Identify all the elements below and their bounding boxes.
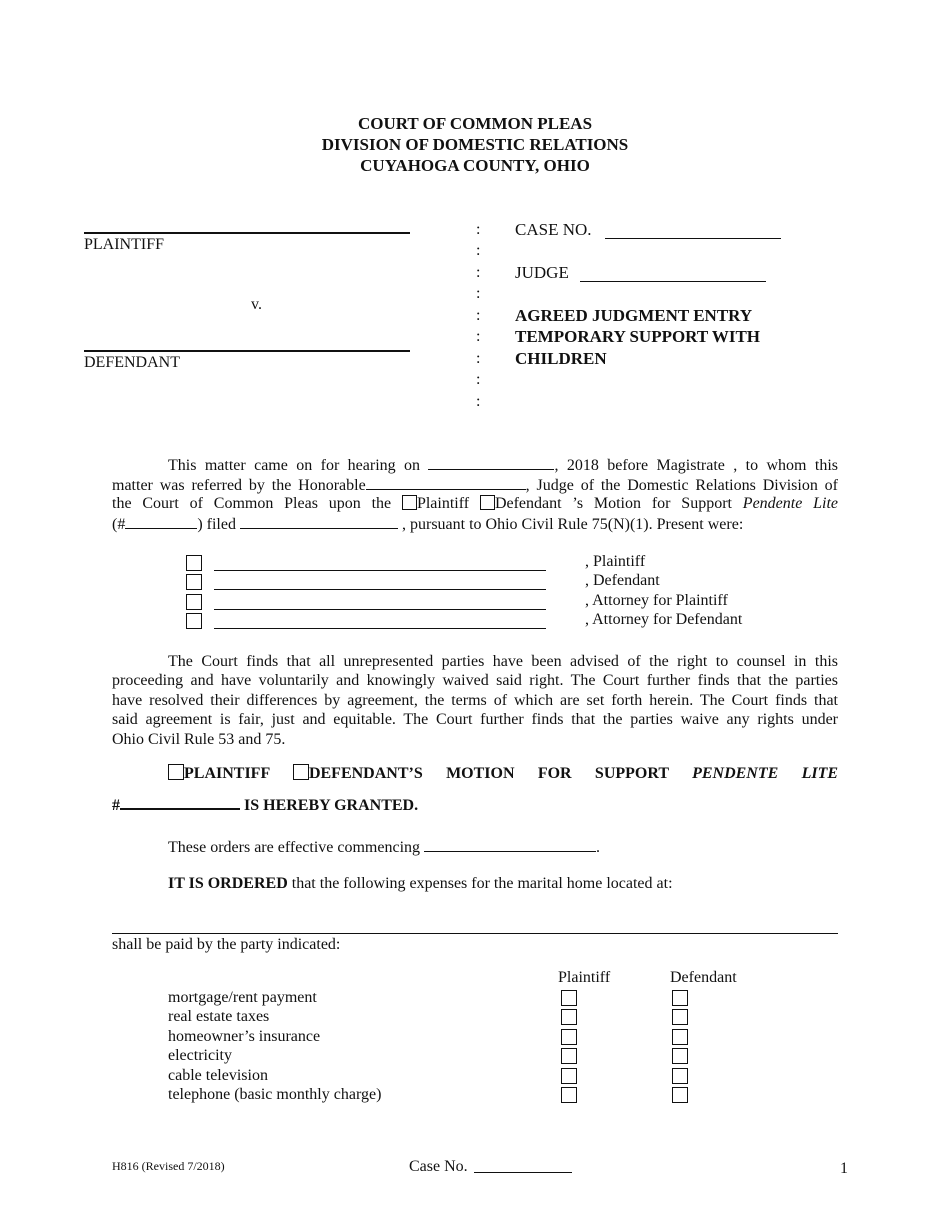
plaintiff-name-line[interactable] bbox=[84, 232, 410, 234]
motion-text: SUPPORT bbox=[594, 765, 669, 782]
division-name: DIVISION OF DOMESTIC RELATIONS bbox=[321, 135, 629, 154]
findings-text: have resolved their differences by agreement, the terms of which are set forth herein. The Court finds that bbox=[112, 692, 838, 709]
present-defendant-checkbox[interactable] bbox=[186, 574, 202, 590]
expense-plaintiff-checkbox[interactable] bbox=[561, 990, 577, 1006]
intro-text: ) filed bbox=[197, 516, 236, 533]
pendente-lite-text: Pendente Lite bbox=[742, 495, 839, 512]
caption-colon: : bbox=[476, 371, 481, 388]
present-name-field[interactable] bbox=[214, 609, 546, 610]
present-attorney-defendant-checkbox[interactable] bbox=[186, 613, 202, 629]
caption-colon: : bbox=[476, 285, 481, 302]
column-header-defendant: Defendant bbox=[670, 969, 737, 986]
caption-colon: : bbox=[476, 350, 481, 367]
defendant-name-line[interactable] bbox=[84, 350, 410, 352]
present-attorney-plaintiff-checkbox[interactable] bbox=[186, 594, 202, 610]
intro-text: , 2018 before Magistrate , to whom this bbox=[554, 457, 839, 474]
caption-colon: : bbox=[476, 307, 481, 324]
findings-line bbox=[112, 652, 838, 672]
expense-plaintiff-checkbox[interactable] bbox=[561, 1029, 577, 1045]
effective-line bbox=[168, 837, 600, 857]
effective-text: . bbox=[596, 839, 601, 856]
present-role: , Attorney for Plaintiff bbox=[585, 592, 728, 609]
motion-granted-line bbox=[112, 794, 838, 816]
expense-defendant-checkbox[interactable] bbox=[672, 1048, 688, 1064]
motion-text: PLAINTIFF bbox=[184, 765, 270, 782]
present-role: , Plaintiff bbox=[585, 553, 646, 570]
expense-defendant-checkbox[interactable] bbox=[672, 1029, 688, 1045]
footer-case-no-label: Case No. bbox=[409, 1158, 468, 1175]
filed-date-field[interactable] bbox=[240, 514, 398, 529]
expense-item: mortgage/rent payment bbox=[168, 989, 317, 1006]
ordered-line bbox=[168, 875, 673, 893]
caption-colon: : bbox=[476, 264, 481, 281]
paid-by-text: shall be paid by the party indicated: bbox=[112, 936, 341, 953]
motion-number-field[interactable] bbox=[120, 794, 240, 810]
expense-defendant-checkbox[interactable] bbox=[672, 1009, 688, 1025]
defendant-label: DEFENDANT bbox=[84, 354, 180, 371]
intro-text: (# bbox=[112, 516, 126, 533]
case-no-field[interactable] bbox=[605, 238, 781, 239]
findings-line bbox=[112, 710, 838, 730]
expense-plaintiff-checkbox[interactable] bbox=[561, 1087, 577, 1103]
column-header-plaintiff: Plaintiff bbox=[558, 969, 611, 986]
motion-text: PENDENTE bbox=[692, 765, 779, 782]
entry-title: CHILDREN bbox=[515, 349, 607, 368]
expense-plaintiff-checkbox[interactable] bbox=[561, 1048, 577, 1064]
expense-defendant-checkbox[interactable] bbox=[672, 1068, 688, 1084]
hearing-date-field[interactable] bbox=[428, 455, 554, 470]
expense-item: homeowner’s insurance bbox=[168, 1028, 321, 1045]
effective-text: These orders are effective commencing bbox=[168, 839, 421, 856]
findings-text: The Court finds that all unrepresented parties have been advised of the right to counsel in this bbox=[168, 653, 838, 670]
caption-colon: : bbox=[476, 328, 481, 345]
motion-line bbox=[168, 764, 838, 784]
motion-plaintiff-checkbox[interactable] bbox=[168, 764, 184, 780]
expense-defendant-checkbox[interactable] bbox=[672, 990, 688, 1006]
findings-text: Ohio Civil Rule 53 and 75. bbox=[112, 731, 286, 748]
judge-field[interactable] bbox=[580, 281, 766, 282]
intro-text: the Court of Common Pleas upon the bbox=[112, 495, 392, 512]
footer-case-no-field[interactable] bbox=[474, 1172, 572, 1173]
intro-line-4 bbox=[112, 514, 838, 535]
judge-label: JUDGE bbox=[515, 263, 569, 282]
motion-text: FOR bbox=[537, 765, 572, 782]
expense-item: real estate taxes bbox=[168, 1008, 270, 1025]
plaintiff-option: Plaintiff bbox=[416, 495, 470, 512]
defendant-checkbox[interactable] bbox=[480, 495, 495, 510]
present-role: , Defendant bbox=[585, 572, 660, 589]
present-name-field[interactable] bbox=[214, 589, 546, 590]
intro-line-3 bbox=[112, 494, 838, 514]
caption-colon: : bbox=[476, 221, 481, 238]
court-name: COURT OF COMMON PLEAS bbox=[357, 114, 593, 133]
findings-line bbox=[112, 691, 838, 711]
honorable-judge-field[interactable] bbox=[366, 475, 526, 490]
intro-line-2 bbox=[112, 475, 838, 496]
motion-text: IS HEREBY GRANTED. bbox=[244, 797, 419, 814]
ordered-text: that the following expenses for the marital home located at: bbox=[291, 875, 673, 892]
motion-defendant-checkbox[interactable] bbox=[293, 764, 309, 780]
ordered-text: IT IS ORDERED bbox=[168, 875, 288, 892]
entry-title: AGREED JUDGMENT ENTRY bbox=[515, 306, 753, 325]
page-number: 1 bbox=[840, 1160, 848, 1177]
expense-item: electricity bbox=[168, 1047, 232, 1064]
motion-text: # bbox=[112, 797, 120, 814]
intro-text: This matter came on for hearing on bbox=[168, 457, 421, 474]
form-id: H816 (Revised 7/2018) bbox=[112, 1159, 225, 1173]
expense-plaintiff-checkbox[interactable] bbox=[561, 1068, 577, 1084]
entry-title: TEMPORARY SUPPORT WITH bbox=[515, 327, 761, 346]
expense-item: cable television bbox=[168, 1067, 268, 1084]
effective-date-field[interactable] bbox=[424, 837, 596, 852]
caption-colon: : bbox=[476, 393, 481, 410]
findings-text: said agreement is fair, just and equitable. The Court further finds that the parties waive any rights under bbox=[112, 711, 838, 728]
caption-colon: : bbox=[476, 242, 481, 259]
case-no-label: CASE NO. bbox=[515, 220, 592, 239]
county-name: CUYAHOGA COUNTY, OHIO bbox=[360, 156, 590, 175]
defendant-option: Defendant ’s Motion for Support bbox=[494, 495, 732, 512]
expense-defendant-checkbox[interactable] bbox=[672, 1087, 688, 1103]
plaintiff-label: PLAINTIFF bbox=[84, 236, 165, 253]
expense-item: telephone (basic monthly charge) bbox=[168, 1086, 382, 1103]
present-name-field[interactable] bbox=[214, 570, 546, 571]
intro-text: matter was referred by the Honorable bbox=[112, 477, 366, 494]
marital-home-address-field[interactable] bbox=[112, 933, 838, 934]
motion-number-field[interactable] bbox=[125, 514, 197, 529]
versus-label: v. bbox=[251, 296, 262, 313]
expense-plaintiff-checkbox[interactable] bbox=[561, 1009, 577, 1025]
motion-text: MOTION bbox=[446, 765, 515, 782]
present-name-field[interactable] bbox=[214, 628, 546, 629]
present-plaintiff-checkbox[interactable] bbox=[186, 555, 202, 571]
plaintiff-checkbox[interactable] bbox=[402, 495, 417, 510]
intro-text: , Judge of the Domestic Relations Division of bbox=[525, 477, 838, 494]
findings-text: proceeding and have voluntarily and knowingly waived said right. The Court further finds that the parties bbox=[112, 672, 838, 689]
findings-line bbox=[112, 671, 838, 691]
motion-text: DEFENDANT’S bbox=[308, 765, 423, 782]
intro-text: , pursuant to Ohio Civil Rule 75(N)(1). Present were: bbox=[401, 516, 744, 533]
present-role: , Attorney for Defendant bbox=[585, 611, 743, 628]
intro-line-1 bbox=[112, 455, 838, 476]
findings-line bbox=[112, 730, 838, 750]
motion-text: LITE bbox=[801, 765, 839, 782]
